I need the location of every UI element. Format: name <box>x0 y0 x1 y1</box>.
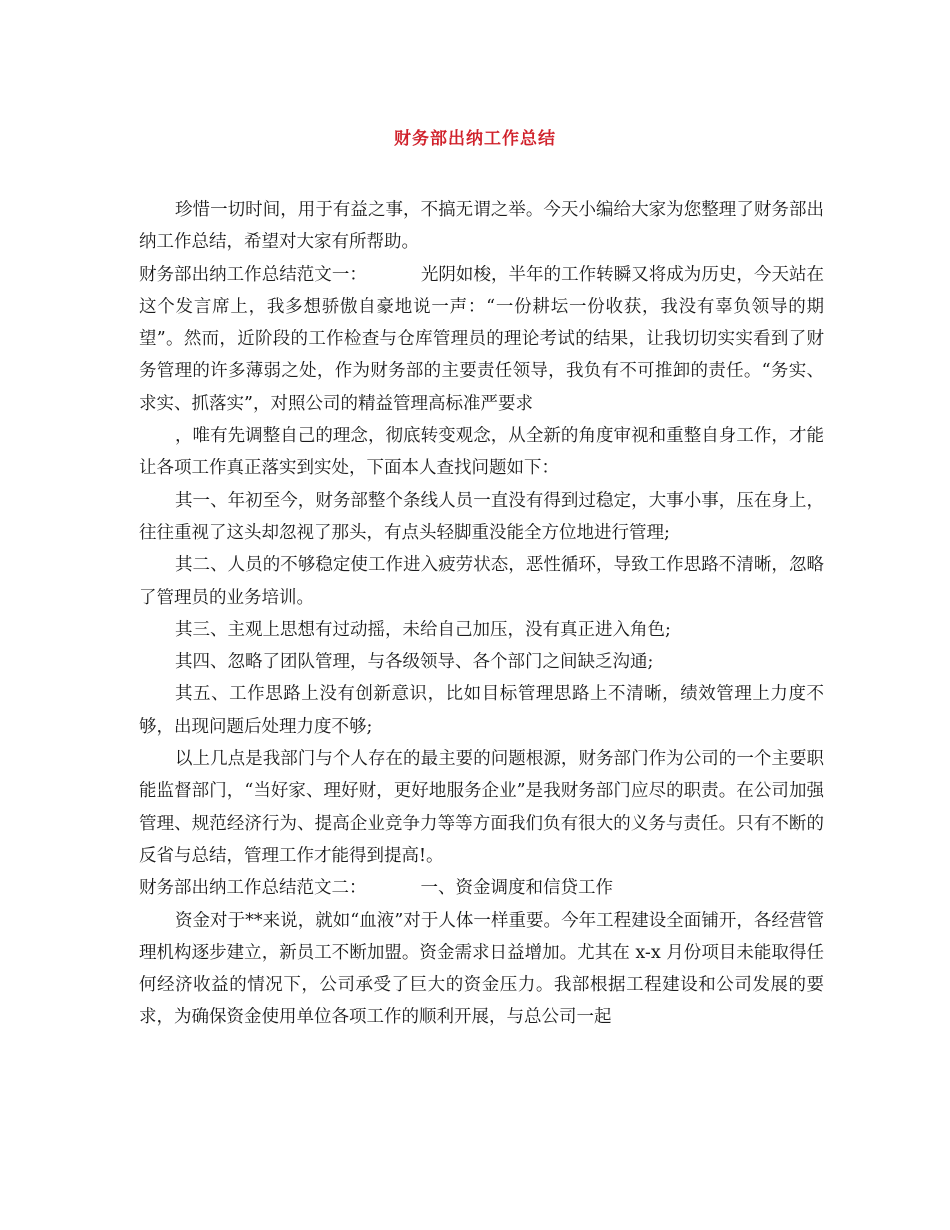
paragraph: 其五、工作思路上没有创新意识，比如目标管理思路上不清晰，绩效管理上力度不够，出现问题后处理力度不够; <box>139 684 824 737</box>
paragraph: 财务部出纳工作总结范文二： 一、资金调度和信贷工作 <box>139 878 613 899</box>
paragraph: 其一、年初至今，财务部整个条线人员一直没有得到过稳定，大事小事，压在身上，往往重视了这头却忽视了那头，有点头轻脚重没能全方位地进行管理; <box>139 490 824 543</box>
paragraph: 其二、人员的不够稳定使工作进入疲劳状态，恶性循环，导致工作思路不清晰，忽略了管理员的业务培训。 <box>139 555 824 608</box>
paragraph: 财务部出纳工作总结范文一： 光阴如梭，半年的工作转瞬又将成为历史，今天站在这个发言席上，我多想骄傲自豪地说一声：“一份耕坛一份收获，我没有辜负领导的期望”。然而，近阶段的工作检查与仓库管理员的理论考试的结果，让我切切实实看到了财务管理的许多薄弱之处，作为财务部的主要责任领导，我负有不可推卸的责任。“务实、求实、抓落实”，对照公司的精益管理高标准严要求 <box>139 264 825 414</box>
document-body <box>139 194 824 1034</box>
paragraph: 珍惜一切时间，用于有益之事，不搞无谓之举。今天小编给大家为您整理了财务部出纳工作总结，希望对大家有所帮助。 <box>139 200 824 253</box>
paragraph: 其三、主观上思想有过动摇，未给自己加压，没有真正进入角色; <box>175 619 671 640</box>
section-heading: 财务部出纳工作总结范文一： <box>139 264 367 285</box>
paragraph: ，唯有先调整自己的理念，彻底转变观念，从全新的角度审视和重整自身工作，才能让各项工作真正落实到实处，下面本人查找问题如下： <box>139 426 824 479</box>
section-heading: 财务部出纳工作总结范文二： <box>139 878 367 899</box>
document-title: 财务部出纳工作总结 <box>394 129 556 149</box>
paragraph: 资金对于**来说，就如“血液”对于人体一样重要。今年工程建设全面铺开，各经营管理机构逐步建立，新员工不断加盟。资金需求日益增加。尤其在 x-x 月份项目未能取得任何经济收益的情况下，公司承受了巨大的资金压力。我部根据工程建设和公司发展的要求，为确保资金使用单位各项工作的顺利开展，与总公司一起 <box>139 910 824 1028</box>
paragraph: 其四、忽略了团队管理，与各级领导、各个部门之间缺乏沟通; <box>175 652 654 673</box>
paragraph: 以上几点是我部门与个人存在的最主要的问题根源，财务部门作为公司的一个主要职能监督部门，“当好家、理好财，更好地服务企业”是我财务部门应尽的职责。在公司加强管理、规范经济行为、提高企业竞争力等等方面我们负有很大的义务与责任。只有不断的反省与总结，管理工作才能得到提高!。 <box>139 749 824 866</box>
